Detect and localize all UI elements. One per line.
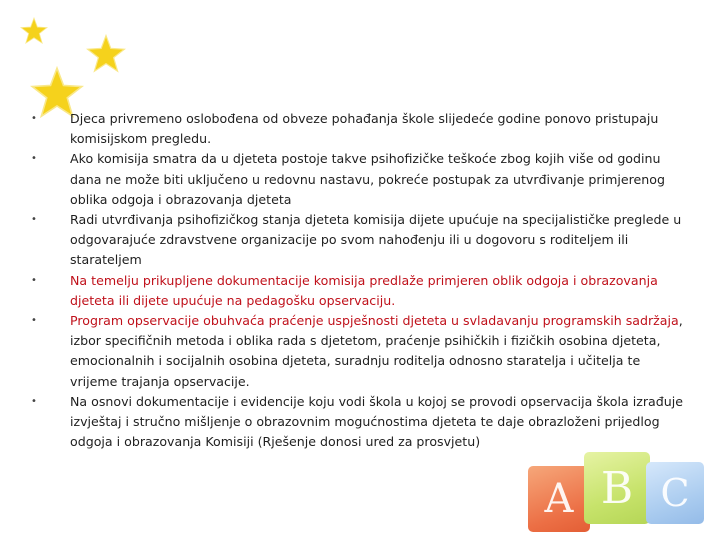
list-item-text: Na temelju prikupljene dokumentacije komisija predlaže primjeren oblik odgoja i obrazovanja djeteta ili dijete upućuje na pedagošku opservaciju. — [70, 272, 658, 308]
letter-c: C — [660, 471, 690, 515]
letter-b: B — [600, 462, 634, 514]
list-item — [30, 149, 690, 210]
letter-a: A — [544, 476, 574, 522]
bullet: • — [31, 274, 37, 286]
list-item — [30, 109, 690, 149]
star-icon — [20, 17, 48, 45]
list-item-text: Ako komisija smatra da u djeteta postoje takve psihofizičke teškoće zbog kojih više od godinu dana ne može biti uključeno u redovnu nastavu, pokreće postupak za utvrđivanje primjerenog oblika odgoja i obrazovanja djeteta — [70, 151, 665, 207]
list-item-text: Djeca privremeno oslobođena od obveze pohađanja škole slijedeće godine ponovo pristupaju komisijskom pregledu. — [70, 111, 659, 147]
letter-block-c — [646, 462, 704, 524]
list-item-text: , izbor specifičnih metoda i oblika rada s djetetom, praćenje psihičkih i fizičkih osobina djeteta, emocionalnih i socijalnih osobina djeteta, suradnju roditelja odnosno staratelja i učitelja te vrijeme trajanja opservacije. — [70, 313, 683, 389]
bullet: • — [31, 395, 37, 407]
bullet-list — [30, 109, 690, 452]
abc-blocks — [528, 452, 708, 534]
list-item — [30, 210, 690, 271]
bullet: • — [31, 153, 37, 165]
list-item — [30, 392, 690, 453]
list-item-text: Radi utvrđivanja psihofizičkog stanja djeteta komisija dijete upućuje na specijalističke preglede u odgovarajuće zdravstvene organizacije po svom nahođenju ili u dogovoru s roditeljem ili starateljem — [70, 212, 682, 268]
letter-block-b — [584, 452, 650, 524]
letter-block-a — [528, 466, 590, 532]
list-item-text-highlight: Program opservacije obuhvaća praćenje uspješnosti djeteta u svladavanju programskih sadržaja — [70, 313, 679, 329]
bullet: • — [31, 113, 37, 124]
bullet: • — [31, 315, 37, 327]
bullet: • — [31, 214, 37, 226]
list-item — [30, 311, 690, 392]
list-item — [30, 271, 690, 311]
star-icon — [86, 34, 126, 74]
list-item-text: Na osnovi dokumentacije i evidencije koju vodi škola u kojoj se provodi opservacija škola izrađuje izvještaj i stručno mišljenje o obrazovnim mogućnostima djeteta te daje obrazloženi prijedlog odgoja i obrazovanja Komisiji (Rješenje donosi ured za prosvjetu) — [70, 393, 683, 450]
